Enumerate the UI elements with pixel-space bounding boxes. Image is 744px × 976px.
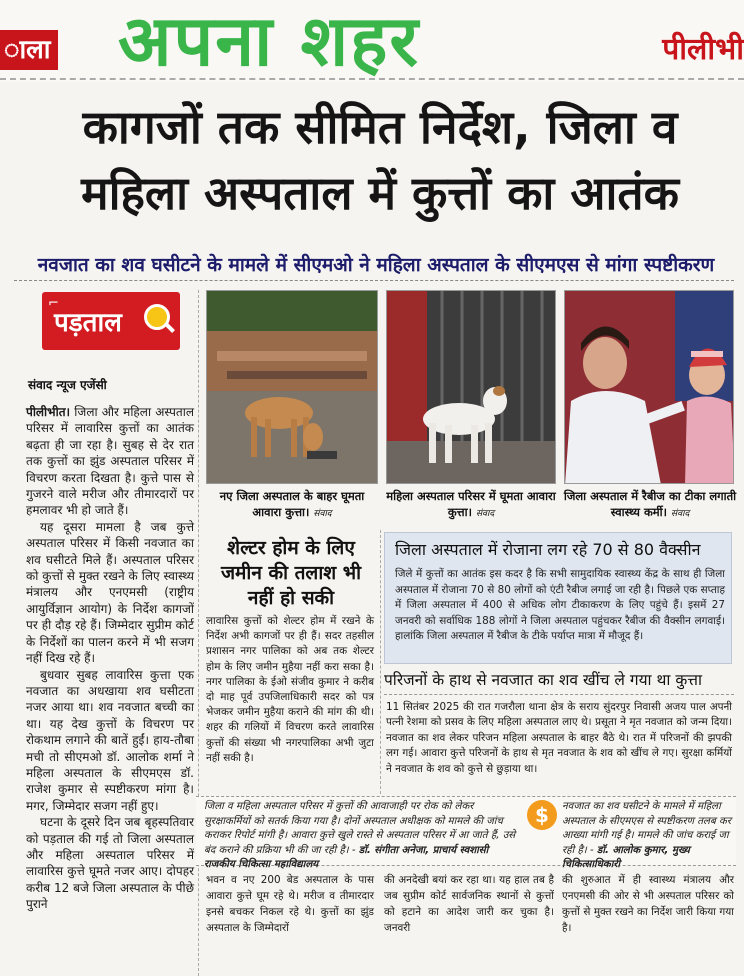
stray-dog-image [207,291,378,484]
headline-line-2: महिला अस्पताल में कुत्तों का आतंक [81,166,679,220]
photo-2-caption-text: महिला अस्पताल परिसर में घूमता आवारा कुत्ता। [386,489,556,519]
photo-1-caption [204,488,380,522]
subheadline: नवजात का शव घसीटने के मामले में सीएमओ ने महिला अस्पताल के सीएमएस से मांगा स्पष्टीकरण [37,254,715,276]
col1-para-2: यह दूसरा मामला है जब कुत्ते अस्पताल परिसर में किसी नवजात का शव घसीटते मिले हैं। अस्पताल परिसर को कुत्तों से मुक्त रखने के लिए स्वास्थ्य मंत्रालय और एनएमसी (राष्ट्रीय आयुर्विज्ञान आयोग) के निर्देश कागजों पर ही दौड़ रहे हैं। जिम्मेदार सुप्रीम कोर्ट के निर्देशों का पालन करने में भी सजग नहीं दिख रहे हैं। [26,519,194,666]
column-divider-2 [380,530,381,794]
section-tag: ाला [0,30,58,70]
vaccination-photo [564,290,734,484]
brand-title: अपना शहर [118,0,420,82]
bottom-column-2: भवन व नए 200 बेड अस्पताल के पास आवारा कुत्ते घूम रहे थे। मरीज व तीमारदार इनसे बचकर निकल रहे थे। कुत्तों का झुंड अस्पताल के जिम्मेदारों [206,874,374,934]
bottom-column-3: की अनदेखी बयां कर रहा था। यह हाल तब है जब सुप्रीम कोर्ट सार्वजनिक स्थानों से कुत्तों को हटाने का आदेश जारी कर चुका है। जनवरी [384,874,554,934]
column-divider [198,290,199,976]
photo-3-caption [562,488,738,522]
newborn-story-heading: परिजनों के हाथ से नवजात का शव खींच ले गया था कुत्ता [384,671,702,689]
headline [20,94,740,226]
photo-3-caption-text: जिला अस्पताल में रैबीज का टीका लगाती स्वास्थ्य कर्मी। [563,489,737,519]
vaccination-image [565,291,734,484]
headline-divider [14,280,734,281]
quote-logo-icon: $ [527,800,557,830]
headline-line-1: कागजों तक सीमित निर्देश, जिला व [82,100,678,154]
city-name: पीलीभी [662,32,744,67]
photo-1-credit: संवाद [313,509,332,519]
quote-principal-text: जिला व महिला अस्पताल परिसर में कुत्तों की आवाजाही पर रोक को लेकर सुरक्षाकर्मियों को सतर्क किया गया है। दोनों अस्पताल अधीक्षक को मामले की जांच कराकर रिपोर्ट मांगी है। आवारा कुत्ते खुले रास्ते से अस्पताल परिसर में आ जाते हैं, उसे बंद कराने की प्रक्रिया भी की जा रही है। - [204,801,516,856]
col1-para-1-text: जिला और महिला अस्पताल परिसर में लावारिस कुत्तों का आतंक बढ़ता ही जा रहा है। सुबह से देर रात तक कुत्तों का झुंड अस्पताल परिसर में विचरण करता दिखता है। कुत्ते पास से गुजरने वाले मरीज और तीमारदारों पर हमलावर भी हो जाते हैं। [26,405,194,518]
photo-2-caption [384,488,558,522]
magnifier-icon [144,304,170,330]
shelter-body: लावारिस कुत्तों को शेल्टर होम में रखने के निर्देश अभी कागजों पर ही हैं। सदर तहसील प्रशासन नगर पालिका को अब तक शेल्टर होम के लिए जमीन मुहैया नहीं करा सका है। नगर पालिका के ईओ संजीव कुमार ने करीब दो माह पूर्व उपजिलाधिकारी सदर को पत्र भेजकर जमीन मुहैया कराने की मांग की थी। शहर की गलियों में विचरण करते लावारिस कुत्तों की संख्या भी नगरपालिका अभी जुटा नहीं सकी है। [206,615,374,764]
bottom-column-4: की शुरुआत में ही स्वास्थ्य मंत्रालय और एनएमसी की ओर से भी अस्पताल परिसर को कुत्तों से मुक्त रखने का निर्देश जारी किया गया है। [562,874,734,934]
col1-para-4: घटना के दूसरे दिन जब बृहस्पतिवार को पड़ताल की गई तो जिला अस्पताल और महिला अस्पताल परिसर में लावारिस कुत्ते घूमते नजर आए। दोपहर करीब 12 बजे जिला अस्पताल के पीछे पुराने [26,815,194,912]
padtal-badge [42,292,180,350]
vaccine-heading: जिला अस्पताल में रोजाना लग रहे 70 से 80 वैक्सीन [395,540,701,559]
column-1 [26,404,194,913]
vaccine-body: जिले में कुत्तों का आतंक इस कदर है कि सभी सामुदायिक स्वास्थ्य केंद्र के साथ ही जिला अस्पताल में रोजाना 70 से 80 लोगों को एंटी रैबीज लगाई जा रही है। पिछले एक सप्ताह में जिला अस्पताल में 400 से अधिक लोग टीकाकरण के लिए पहुंचे हैं। इसमें 27 जनवरी को सर्वाधिक 188 लोगों ने जिला अस्पताल पहुंचकर रैबीज की वैक्सीन लगवाई। हालांकि जिला अस्पताल में रैबीज के टीके पर्याप्त मात्रा में मौजूद हैं। [395,568,725,642]
col1-para-3: बुधवार सुबह लावारिस कुत्ता एक नवजात का अधखाया शव घसीटता नजर आया था। शव नवजात बच्ची का था। यह देख कुत्तों के विचरण पर रोकथाम लगाने की बातें हुईं। हाय-तौबा मची तो सीएमओ डॉ. आलोक शर्मा ने महिला अस्पताल के सीएमएस डॉ. राजेश कुमार से स्पष्टीकरण मांगा है। मगर, जिम्मेदार सजग नहीं हुए। [26,667,194,813]
badge-label: पड़ताल [54,308,122,338]
newborn-story-divider [384,694,734,695]
photo-2-credit: संवाद [475,509,495,519]
white-dog-photo [386,290,556,484]
quote-principal-author: डॉ. संगीता अनेजा, प्राचार्य स्वशासी राजकीय चिकित्सा महाविद्यालय [204,844,489,870]
masthead-divider [0,78,744,80]
col1-para-1 [26,404,194,519]
agency-byline: संवाद न्यूज एजेंसी [28,378,107,392]
white-dog-image [387,291,556,484]
stray-dog-photo [206,290,378,484]
quote-cmo-text: नवजात का शव घसीटने के मामले में महिला अस्पताल के सीएमएस से स्पष्टीकरण तलब कर आख्या मांगी गई है। मामले की जांच कराई जा रही है। - [562,801,732,856]
masthead [0,0,744,82]
shelter-heading: शेल्टर होम के लिए जमीन की तलाश भी नहीं हो सकी [220,537,362,609]
corner-mark-icon: ⌐ [48,296,59,311]
newborn-story-body: 11 सितंबर 2025 की रात गजरौला थाना क्षेत्र के सराय सुंदरपुर निवासी अजय पाल अपनी पत्नी रेशमा को प्रसव के लिए महिला अस्पताल लाए थे। प्रसूता ने मृत नवजात को जन्म दिया। नवजात का शव लेकर परिजन महिला अस्पताल के बाहर बैठे थे। रात में परिजनों की झपकी लग गई। आवारा कुत्ते परिजनों के हाथ से मृत नवजात के शव को खींच ले गए। सुरक्षा कर्मियों ने नवजात के शव को कुत्ते से छुड़ाया था। [386,701,732,775]
quote-principal [204,800,522,873]
photo-1-caption-text: नए जिला अस्पताल के बाहर घूमता आवारा कुत्ता। [219,489,365,519]
vaccine-box [384,532,732,664]
quote-cmo-author: डॉ. आलोक कुमार, मुख्य चिकित्साधिकारी [562,844,690,870]
quote-cmo [562,800,734,873]
photo-3-credit: संवाद [671,509,690,519]
dateline: पीलीभीत। [26,405,71,419]
